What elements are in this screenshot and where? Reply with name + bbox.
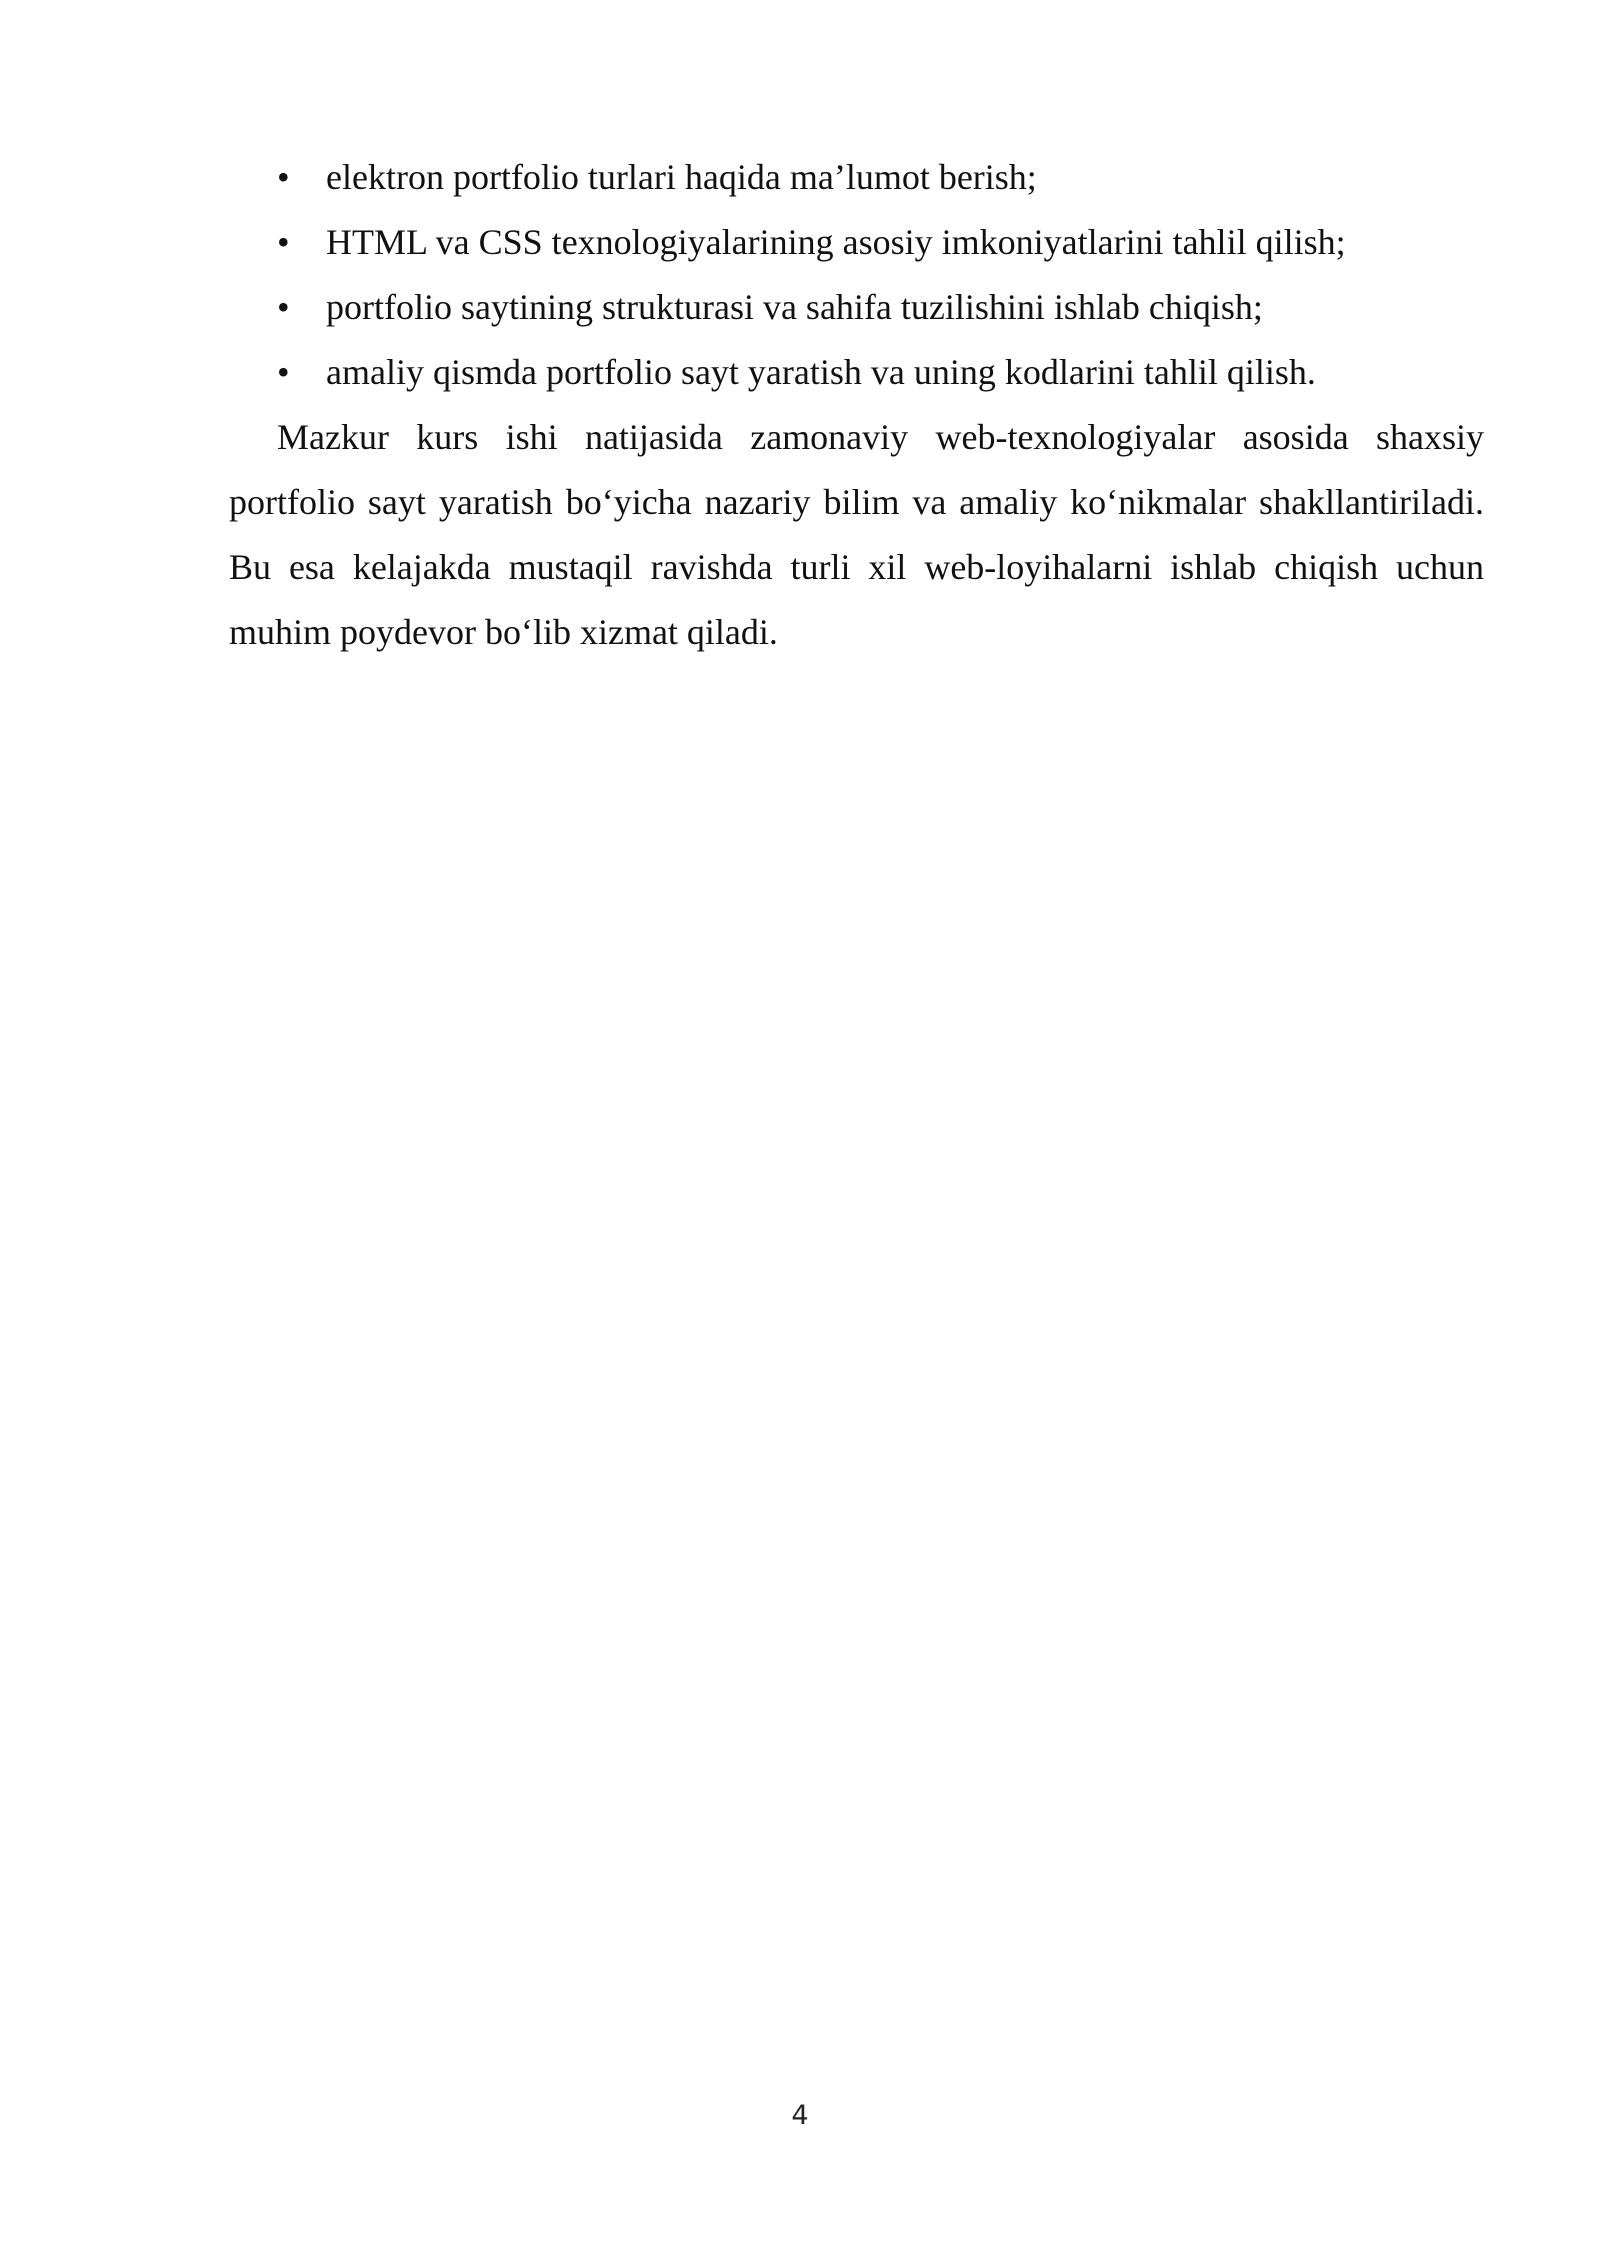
bullet-icon: • <box>277 157 290 197</box>
page-number: 4 <box>791 2100 809 2131</box>
bullet-icon: • <box>277 222 290 262</box>
bullet-icon: • <box>277 287 290 327</box>
list-item <box>229 210 1484 275</box>
list-item <box>229 340 1484 405</box>
list-item <box>229 275 1484 340</box>
list-item-text: elektron portfolio turlari haqida ma’lumot berish; <box>326 157 1037 197</box>
bullet-icon: • <box>277 352 290 392</box>
list-item-text: amaliy qismda portfolio sayt yaratish va uning kodlarini tahlil qilish. <box>326 352 1316 392</box>
page-content <box>229 145 1484 665</box>
list-item-text: portfolio saytining strukturasi va sahifa tuzilishini ishlab chiqish; <box>326 287 1263 327</box>
conclusion-paragraph: Mazkur kurs ishi natijasida zamonaviy web-texnologiyalar asosida shaxsiy portfolio sayt yaratish bo‘yicha nazariy bilim va amaliy ko‘nikmalar shakllantiriladi. Bu esa kelajakda mustaqil ravishda turli xil web-loyihalarni ishlab chiqish uchun muhim poydevor bo‘lib xizmat qiladi. <box>229 417 1484 652</box>
list-item-text: HTML va CSS texnologiyalarining asosiy imkoniyatlarini tahlil qilish; <box>326 222 1346 262</box>
objectives-list <box>229 145 1484 405</box>
list-item <box>229 145 1484 210</box>
